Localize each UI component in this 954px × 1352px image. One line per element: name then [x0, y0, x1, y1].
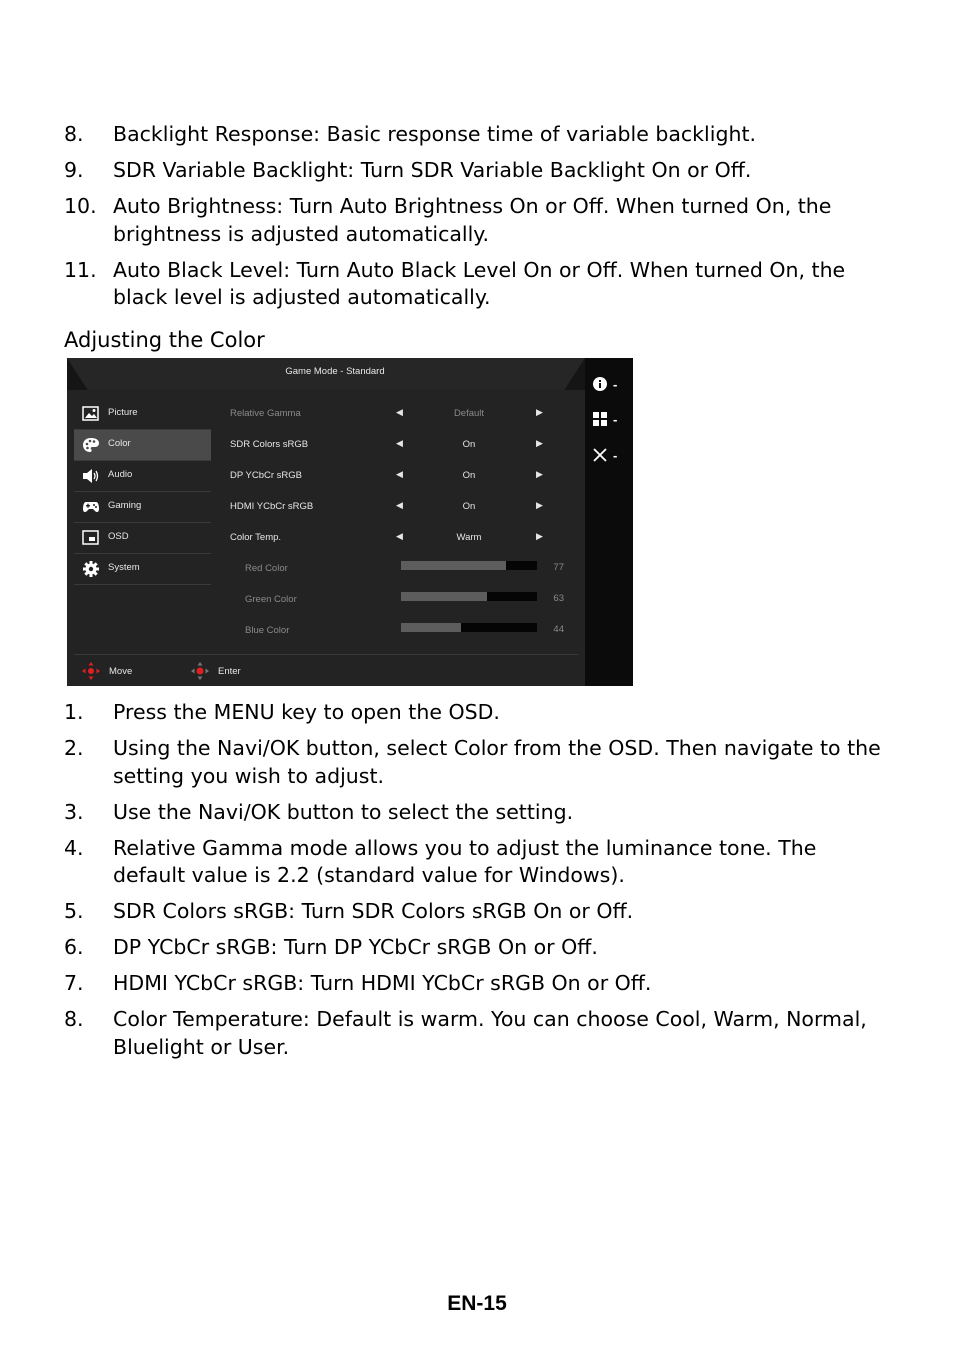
- arrow-left-icon[interactable]: ◀: [396, 531, 403, 541]
- slider-green-color[interactable]: Green Color 63: [245, 593, 564, 605]
- page-number: EN-15: [447, 1292, 507, 1315]
- navi-move-icon: [81, 661, 101, 681]
- top-instruction-list: [0, 121, 954, 320]
- arrow-right-icon[interactable]: ▶: [536, 438, 543, 448]
- list-item: 2. Using the Navi/OK button, select Color from the OSD. Then navigate to the setting you wish to adjust.: [64, 736, 881, 788]
- nav-move: Move: [81, 661, 101, 681]
- list-item: 6. DP YCbCr sRGB: Turn DP YCbCr sRGB On or Off.: [64, 935, 598, 959]
- arrow-left-icon[interactable]: ◀: [396, 500, 403, 510]
- palette-icon: [82, 437, 100, 453]
- section-heading: Adjusting the Color: [64, 328, 265, 352]
- osd-menu: [74, 399, 211, 585]
- list-item: 7. HDMI YCbCr sRGB: Turn HDMI YCbCr sRGB On or Off.: [64, 971, 652, 995]
- arrow-left-icon[interactable]: ◀: [396, 469, 403, 479]
- menu-item-audio[interactable]: Audio: [74, 461, 211, 492]
- slider-fill: [401, 623, 461, 632]
- arrow-left-icon[interactable]: ◀: [396, 438, 403, 448]
- grid-icon: [593, 412, 607, 426]
- setting-hdmi-ycbcr-srgb[interactable]: HDMI YCbCr sRGB ◀ On ▶: [230, 500, 543, 512]
- setting-color-temp[interactable]: Color Temp. ◀ Warm ▶: [230, 531, 543, 543]
- menu-item-osd[interactable]: OSD: [74, 523, 211, 554]
- list-item: 8. Backlight Response: Basic response time of variable backlight.: [64, 122, 757, 146]
- arrow-right-icon[interactable]: ▶: [536, 407, 543, 417]
- slider-track[interactable]: [401, 592, 537, 601]
- osd-settings: [230, 398, 580, 646]
- osd-divider: [74, 654, 578, 655]
- menu-item-system[interactable]: System: [74, 554, 211, 585]
- list-item: 10. Auto Brightness: Turn Auto Brightness On or Off. When turned On, the brightness is adjusted automatically.: [64, 194, 832, 246]
- gamepad-icon: [82, 499, 100, 515]
- setting-relative-gamma[interactable]: Relative Gamma ◀ Default ▶: [230, 407, 543, 419]
- list-item: 4. Relative Gamma mode allows you to adjust the luminance tone. The default value is 2.2 (standard value for Windows).: [64, 835, 817, 887]
- slider-fill: [401, 592, 487, 601]
- speaker-icon: [82, 468, 100, 484]
- info-icon: [593, 377, 607, 391]
- bottom-instruction-list: [0, 699, 954, 1070]
- navi-enter-icon: [190, 661, 210, 681]
- arrow-right-icon[interactable]: ▶: [536, 500, 543, 510]
- arrow-left-icon[interactable]: ◀: [396, 407, 403, 417]
- hotkey-close: -: [593, 446, 629, 464]
- menu-item-gaming[interactable]: Gaming: [74, 492, 211, 523]
- hotkey-grid: -: [593, 410, 629, 428]
- gear-icon: [82, 561, 100, 577]
- menu-item-color[interactable]: Color: [74, 430, 211, 461]
- slider-red-color[interactable]: Red Color 77: [245, 562, 564, 574]
- picture-icon: [82, 406, 100, 422]
- osd-title: Game Mode - Standard: [285, 366, 385, 377]
- list-item: 1. Press the MENU key to open the OSD.: [64, 700, 500, 724]
- nav-enter: Enter: [190, 661, 210, 681]
- slider-track[interactable]: [401, 561, 537, 570]
- osd-hotkey-panel: [585, 358, 633, 686]
- arrow-right-icon[interactable]: ▶: [536, 469, 543, 479]
- list-item: 5. SDR Colors sRGB: Turn SDR Colors sRGB On or Off.: [64, 899, 634, 923]
- slider-blue-color[interactable]: Blue Color 44: [245, 624, 564, 636]
- hotkey-info: -: [593, 375, 629, 393]
- list-item: 3. Use the Navi/OK button to select the setting.: [64, 799, 574, 824]
- osd-screenshot: [67, 358, 633, 686]
- setting-dp-ycbcr-srgb[interactable]: DP YCbCr sRGB ◀ On ▶: [230, 469, 543, 481]
- osd-icon: [82, 530, 100, 546]
- list-item: 9. SDR Variable Backlight: Turn SDR Variable Backlight On or Off.: [64, 158, 752, 182]
- slider-track[interactable]: [401, 623, 537, 632]
- slider-fill: [401, 561, 506, 570]
- list-item: 8. Color Temperature: Default is warm. You can choose Cool, Warm, Normal, Bluelight or User.: [64, 1007, 867, 1059]
- menu-item-picture[interactable]: Picture: [74, 399, 211, 430]
- arrow-right-icon[interactable]: ▶: [536, 531, 543, 541]
- list-item: 11. Auto Black Level: Turn Auto Black Level On or Off. When turned On, the black level is adjusted automatically.: [64, 257, 846, 309]
- setting-sdr-colors-srgb[interactable]: SDR Colors sRGB ◀ On ▶: [230, 438, 543, 450]
- close-icon: [593, 448, 607, 462]
